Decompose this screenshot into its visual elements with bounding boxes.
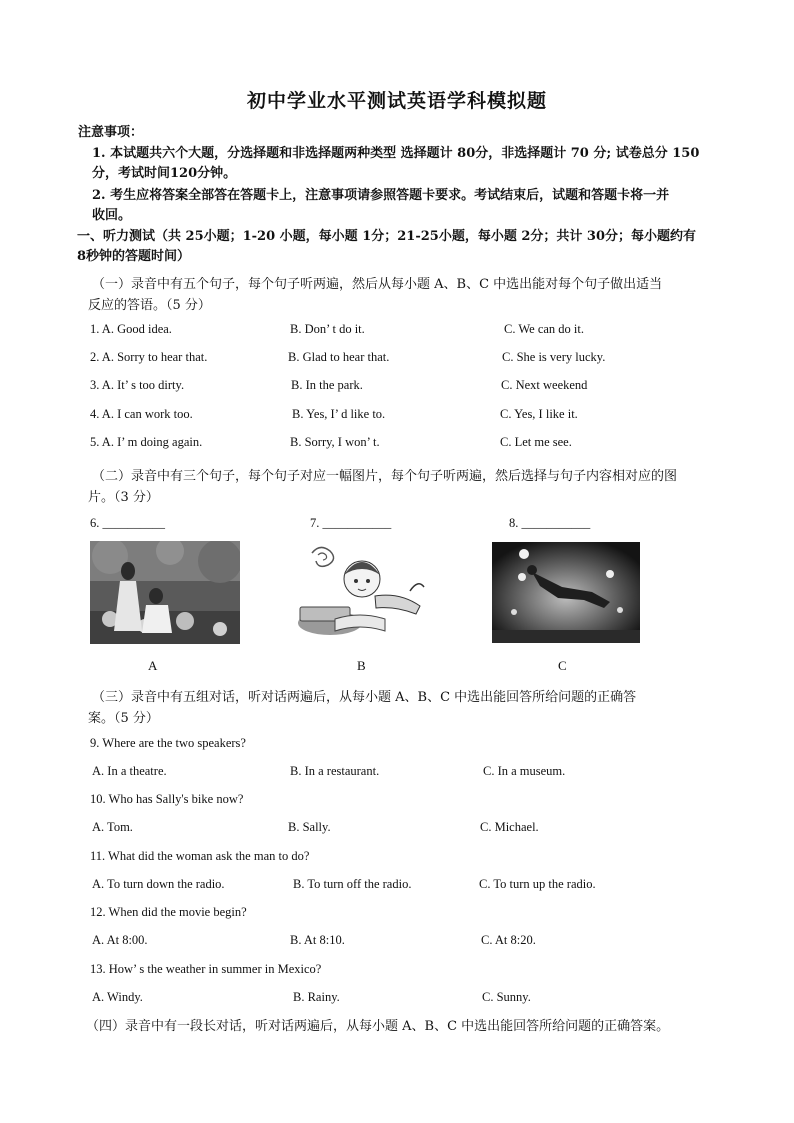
q10-option-a: A. Tom. bbox=[92, 820, 133, 834]
page-title: 初中学业水平测试英语学科模拟题 bbox=[246, 90, 547, 112]
q11-option-a: A. To turn down the radio. bbox=[92, 877, 225, 891]
q10-option-b: B. Sally. bbox=[288, 820, 331, 834]
picture-a-label: A bbox=[148, 658, 158, 673]
q3-option-a: 3. A. It’ s too dirty. bbox=[90, 378, 185, 392]
part1-instruction-line2: 反应的答语。（5 分） bbox=[88, 298, 211, 313]
part3-instruction-line1: （三）录音中有五组对话，听对话两遍后，从每小题 A、B、C 中选出能回答所给问题的正确答 bbox=[92, 690, 637, 705]
goalkeeper-photo-icon bbox=[492, 542, 640, 643]
q1-option-a: 1. A. Good idea. bbox=[90, 322, 172, 336]
notice-item1-line2: 分，考试时间120分钟。 bbox=[92, 166, 237, 181]
q5-option-c: C. Let me see. bbox=[500, 435, 572, 449]
q2-option-c: C. She is very lucky. bbox=[502, 350, 606, 364]
cartoon-girl-icon bbox=[290, 541, 438, 641]
q13-question: 13. How’ s the weather in summer in Mexico? bbox=[90, 962, 322, 976]
q12-question: 12. When did the movie begin? bbox=[90, 905, 247, 919]
q1-option-b: B. Don’ t do it. bbox=[290, 322, 365, 336]
notice-item1-line1: 1. 本试题共六个大题，分选择题和非选择题两种类型 选择题计 80分，非选择题计 70 分; 试卷总分 150 bbox=[92, 146, 700, 161]
q9-question: 9. Where are the two speakers? bbox=[90, 736, 246, 750]
q4-option-a: 4. A. I can work too. bbox=[90, 407, 193, 421]
q2-option-a: 2. A. Sorry to hear that. bbox=[90, 350, 208, 364]
q12-option-b: B. At 8:10. bbox=[290, 933, 345, 947]
q9-option-c: C. In a museum. bbox=[483, 764, 566, 778]
q2-option-b: B. Glad to hear that. bbox=[288, 350, 390, 364]
q10-question: 10. Who has Sally's bike now? bbox=[90, 792, 244, 806]
q3-option-c: C. Next weekend bbox=[501, 378, 588, 392]
q1-option-c: C. We can do it. bbox=[504, 322, 584, 336]
q5-option-b: B. Sorry, I won’ t. bbox=[290, 435, 380, 449]
section1-heading-line2: 8秒钟的答题时间） bbox=[77, 249, 191, 264]
q11-option-b: B. To turn off the radio. bbox=[293, 877, 412, 891]
q9-option-a: A. In a theatre. bbox=[92, 764, 167, 778]
q13-option-c: C. Sunny. bbox=[482, 990, 531, 1004]
q4-option-b: B. Yes, I’ d like to. bbox=[292, 407, 386, 421]
part1-instruction-line1: （一）录音中有五个句子，每个句子听两遍，然后从每小题 A、B、C 中选出能对每个句子做出适当 bbox=[92, 277, 663, 292]
q4-option-c: C. Yes, I like it. bbox=[500, 407, 578, 421]
q3-option-b: B. In the park. bbox=[291, 378, 363, 392]
picture-a-couple-in-garden bbox=[90, 541, 240, 644]
part4-instruction: （四）录音中有一段长对话，听对话两遍后，从每小题 A、B、C 中选出能回答所给问题的正确答案。 bbox=[86, 1019, 670, 1034]
q5-option-a: 5. A. I’ m doing again. bbox=[90, 435, 203, 449]
part3-instruction-line2: 案。（5 分） bbox=[88, 711, 159, 726]
picture-c-goalkeeper-diving bbox=[492, 542, 640, 643]
notice-item2-line1: 2. 考生应将答案全部答在答题卡上，注意事项请参照答题卡要求。考试结束后，试题和答题卡将一并 bbox=[92, 188, 670, 203]
q13-option-a: A. Windy. bbox=[92, 990, 143, 1004]
q11-option-c: C. To turn up the radio. bbox=[479, 877, 596, 891]
q12-option-c: C. At 8:20. bbox=[481, 933, 536, 947]
picture-b-girl-with-books bbox=[290, 541, 438, 641]
q9-option-b: B. In a restaurant. bbox=[290, 764, 380, 778]
notice-item2-line2: 收回。 bbox=[92, 208, 132, 223]
section1-heading-line1: 一、听力测试（共 25小题；1-20 小题，每小题 1分；21-25小题，每小题 2分；共计 30分；每小题约有 bbox=[77, 229, 697, 244]
part2-instruction-line1: （二）录音中有三个句子，每个句子对应一幅图片，每个句子听两遍，然后选择与句子内容相对应的图 bbox=[92, 469, 678, 484]
q13-option-b: B. Rainy. bbox=[293, 990, 340, 1004]
q8-blank: 8. ___________ bbox=[509, 516, 591, 530]
notice-heading: 注意事项： bbox=[78, 125, 144, 140]
q6-blank: 6. __________ bbox=[90, 516, 165, 530]
picture-c-label: C bbox=[558, 658, 567, 673]
q11-question: 11. What did the woman ask the man to do? bbox=[90, 849, 310, 863]
part2-instruction-line2: 片。（3 分） bbox=[88, 490, 159, 505]
picture-b-label: B bbox=[357, 658, 366, 673]
q7-blank: 7. ___________ bbox=[310, 516, 392, 530]
q12-option-a: A. At 8:00. bbox=[92, 933, 148, 947]
q10-option-c: C. Michael. bbox=[480, 820, 539, 834]
garden-photo-icon bbox=[90, 541, 240, 644]
